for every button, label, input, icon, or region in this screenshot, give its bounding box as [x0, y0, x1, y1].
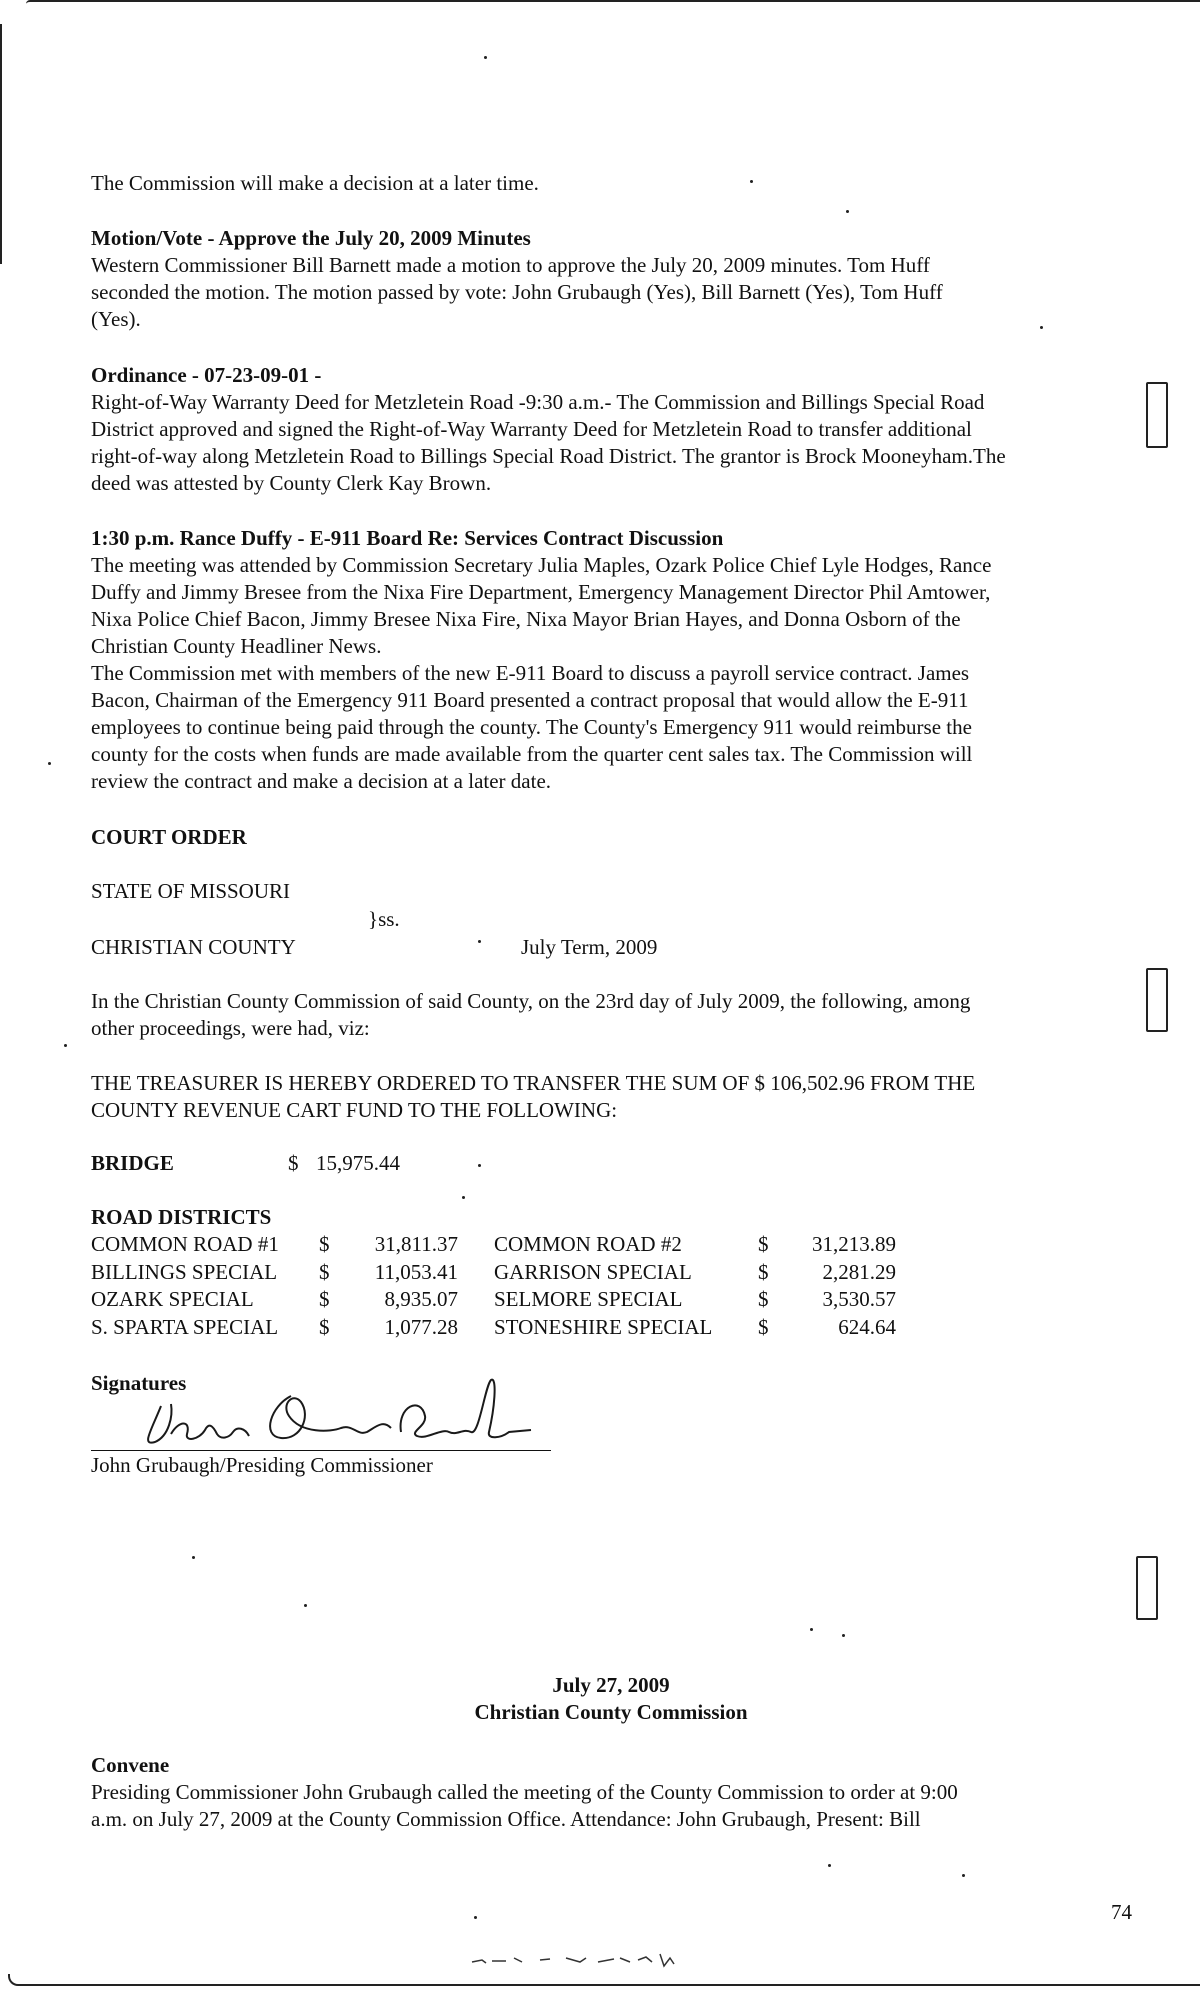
- dollar-sign: $: [758, 1259, 769, 1284]
- motion-line: Western Commissioner Bill Barnett made a motion to approve the July 20, 2009 minutes. Tom Huff: [91, 253, 930, 277]
- road-districts-table: [91, 1231, 896, 1341]
- scan-speck: [474, 1916, 477, 1919]
- scan-speck: [962, 1874, 965, 1877]
- margin-marker-box: [1146, 968, 1168, 1032]
- dollar-sign: $: [319, 1314, 330, 1339]
- dollar-sign: $: [758, 1287, 769, 1311]
- scan-noise-marks: [470, 1948, 740, 1972]
- scan-speck: [750, 180, 753, 183]
- district-name: S. SPARTA SPECIAL: [91, 1314, 279, 1339]
- e911-line: Nixa Police Chief Bacon, Jimmy Bresee Nixa Fire, Nixa Mayor Brian Hayes, and Donna Osborn of the: [91, 607, 961, 631]
- page-number: 74: [1111, 1900, 1132, 1924]
- scan-speck: [846, 210, 849, 213]
- e911-line: Christian County Headliner News.: [91, 634, 382, 658]
- convene-heading: Convene: [91, 1753, 170, 1777]
- motion-line: seconded the motion. The motion passed by vote: John Grubaugh (Yes), Bill Barnett (Yes), Tom Huff: [91, 280, 943, 304]
- e911-line: Duffy and Jimmy Bresee from the Nixa Fire Department, Emergency Management Director Phil Amtower,: [91, 580, 991, 604]
- ordinance-heading: Ordinance - 07-23-09-01 -: [91, 363, 322, 387]
- scan-speck: [192, 1556, 195, 1559]
- dollar-sign: $: [758, 1232, 769, 1256]
- district-amount: 624.64: [838, 1314, 896, 1339]
- state-line: STATE OF MISSOURI: [91, 879, 291, 903]
- e911-line: The meeting was attended by Commission Secretary Julia Maples, Ozark Police Chief Lyle Hodges, Rance: [91, 553, 992, 577]
- scan-speck: [64, 1044, 67, 1047]
- order-line: THE TREASURER IS HEREBY ORDERED TO TRANSFER THE SUM OF $ 106,502.96 FROM THE: [91, 1071, 976, 1095]
- meeting-date-heading: July 27, 2009: [552, 1673, 670, 1697]
- court-order-para-line: In the Christian County Commission of said County, on the 23rd day of July 2009, the following, among: [91, 989, 971, 1013]
- district-name: STONESHIRE SPECIAL: [494, 1314, 713, 1339]
- ordinance-line: right-of-way along Metzletein Road to Billings Special Road District. The grantor is Brock Mooneyham.The: [91, 444, 1006, 468]
- bridge-dollar: $: [288, 1151, 299, 1175]
- table-row: [91, 1286, 896, 1314]
- district-amount: 8,935.07: [384, 1287, 458, 1311]
- margin-marker-box: [1136, 1556, 1158, 1620]
- page-edge-bottom: [8, 1974, 1200, 1986]
- signer-name: John Grubaugh/Presiding Commissioner: [91, 1453, 433, 1477]
- table-row: [91, 1314, 896, 1342]
- scan-speck: [478, 1164, 481, 1167]
- district-name: BILLINGS SPECIAL: [91, 1259, 278, 1284]
- scan-speck: [810, 1628, 813, 1631]
- bridge-label: BRIDGE: [91, 1151, 174, 1175]
- scan-speck: [478, 940, 481, 943]
- district-name: OZARK SPECIAL: [91, 1287, 254, 1311]
- convene-line: Presiding Commissioner John Grubaugh called the meeting of the County Commission to order at 9:00: [91, 1780, 958, 1804]
- ordinance-line: District approved and signed the Right-of-Way Warranty Deed for Metzletein Road to transfer additional: [91, 417, 972, 441]
- page-edge-left: [0, 24, 4, 264]
- scan-speck: [304, 1604, 307, 1607]
- scan-speck: [462, 1196, 465, 1199]
- e911-heading: 1:30 p.m. Rance Duffy - E-911 Board Re: Services Contract Discussion: [91, 526, 724, 550]
- handwritten-signature: [121, 1376, 541, 1456]
- district-name: COMMON ROAD #2: [494, 1232, 682, 1256]
- meeting-body-heading: Christian County Commission: [474, 1700, 748, 1724]
- margin-marker-box: [1146, 382, 1168, 448]
- dollar-sign: $: [319, 1232, 330, 1256]
- term-line: July Term, 2009: [521, 935, 658, 959]
- scan-speck: [48, 762, 51, 765]
- dollar-sign: $: [319, 1287, 330, 1311]
- bridge-amount: 15,975.44: [316, 1151, 400, 1175]
- court-order-para-line: other proceedings, were had, viz:: [91, 1016, 370, 1040]
- district-name: SELMORE SPECIAL: [494, 1287, 683, 1311]
- scan-speck: [484, 56, 487, 59]
- signatures-heading: Signatures: [91, 1371, 187, 1395]
- ordinance-line: deed was attested by County Clerk Kay Brown.: [91, 471, 492, 495]
- district-name: COMMON ROAD #1: [91, 1232, 279, 1256]
- road-districts-heading: ROAD DISTRICTS: [91, 1205, 272, 1229]
- ss-mark: }ss.: [368, 907, 400, 931]
- page-edge-top: [26, 0, 1200, 4]
- table-row: [91, 1231, 896, 1259]
- county-line: CHRISTIAN COUNTY: [91, 935, 296, 959]
- e911-line: employees to continue being paid through the county. The County's Emergency 911 would reimburse the: [91, 715, 972, 739]
- district-amount: 2,281.29: [822, 1259, 896, 1284]
- e911-line: The Commission met with members of the new E-911 Board to discuss a payroll service contract. James: [91, 661, 970, 685]
- dollar-sign: $: [758, 1314, 769, 1339]
- ordinance-line: Right-of-Way Warranty Deed for Metzletein Road -9:30 a.m.- The Commission and Billings Special Road: [91, 390, 985, 414]
- convene-line: a.m. on July 27, 2009 at the County Commission Office. Attendance: John Grubaugh, Present: Bill: [91, 1807, 921, 1831]
- district-amount: 31,213.89: [812, 1232, 896, 1256]
- scan-speck: [1040, 326, 1043, 329]
- e911-line: county for the costs when funds are made available from the quarter cent sales tax. The Commission will: [91, 742, 973, 766]
- motion-heading: Motion/Vote - Approve the July 20, 2009 Minutes: [91, 226, 531, 250]
- district-amount: 31,811.37: [374, 1232, 458, 1256]
- scan-speck: [842, 1634, 845, 1637]
- e911-line: Bacon, Chairman of the Emergency 911 Board presented a contract proposal that would allow the E-911: [91, 688, 969, 712]
- district-amount: 1,077.28: [384, 1314, 458, 1339]
- district-name: GARRISON SPECIAL: [494, 1259, 692, 1284]
- scan-speck: [828, 1864, 831, 1867]
- dollar-sign: $: [319, 1259, 330, 1284]
- table-row: [91, 1259, 896, 1287]
- signature-line: [91, 1450, 551, 1451]
- court-order-heading: COURT ORDER: [91, 825, 247, 849]
- order-line: COUNTY REVENUE CART FUND TO THE FOLLOWING:: [91, 1098, 618, 1122]
- district-amount: 11,053.41: [374, 1259, 458, 1284]
- intro-line: The Commission will make a decision at a later time.: [91, 171, 539, 195]
- district-amount: 3,530.57: [822, 1287, 896, 1311]
- e911-line: review the contract and make a decision at a later date.: [91, 769, 552, 793]
- motion-line: (Yes).: [91, 307, 141, 331]
